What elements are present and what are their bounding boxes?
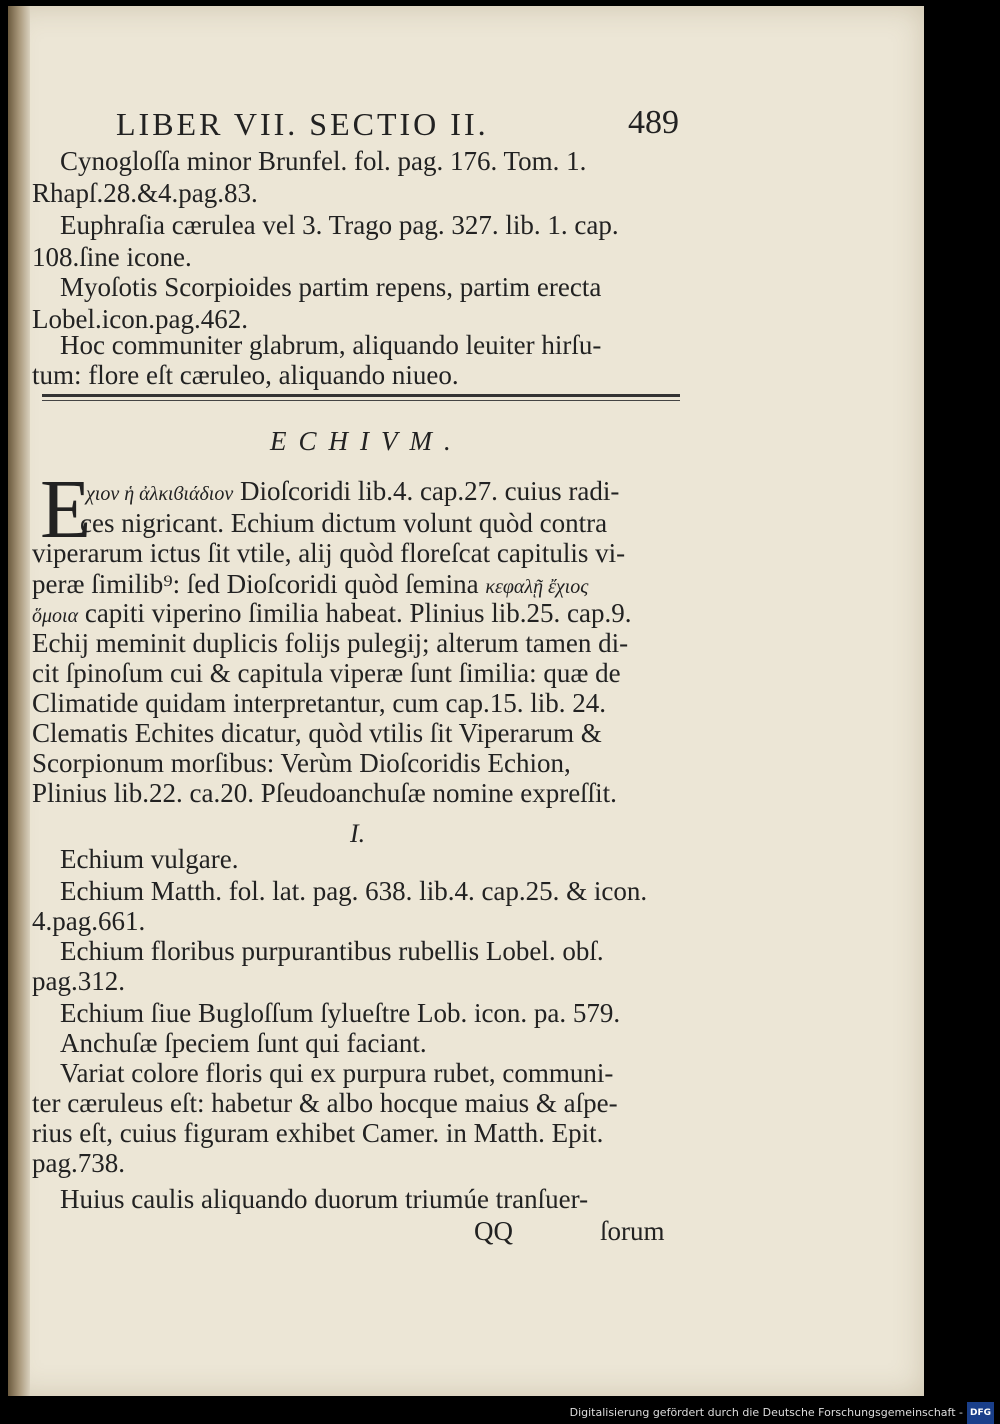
text-line [32,598,632,631]
text-line: Hoc communiter glabrum, aliquando leuiter hirſu- [60,330,602,360]
section-rule [42,394,680,397]
signature-mark: QQ [474,1216,513,1246]
text-line: 4.pag.661. [32,906,146,936]
section-rule-thin [42,400,680,401]
text-line: Huius caulis aliquando duorum triumúe tranſuer- [60,1184,589,1214]
text-fragment: capiti viperino ſimilia habeat. Plinius lib.25. cap.9. [84,598,632,628]
text-line: Echij meminit duplicis folijs pulegij; alterum tamen di- [32,628,629,658]
text-line: Climatide quidam interpretantur, cum cap.15. lib. 24. [32,688,607,718]
text-line: Anchuſæ ſpeciem ſunt qui faciant. [60,1028,427,1058]
text-line: pag.312. [32,966,125,996]
catchword: ſorum [600,1216,665,1246]
drop-cap: E [40,463,92,556]
text-line: Cynogloſſa minor Brunfel. fol. pag. 176. Tom. 1. [60,146,587,176]
page-gutter [8,6,30,1396]
book-page [8,6,924,1396]
greek-text: κεφαλῇ ἔχιος [485,576,589,598]
text-line: Myoſotis Scorpioides partim repens, partim erecta [60,272,602,302]
text-fragment: peræ ſimilib⁹: ſed Dioſcoridi quòd ſemina [32,569,479,599]
text-line: Echium ſiue Bugloſſum ſylueſtre Lob. icon. pa. 579. [60,998,621,1028]
text-fragment: Dioſcoridi lib.4. cap.27. cuius radi- [239,476,620,506]
text-line: pag.738. [32,1148,125,1178]
dfg-logo-icon: DFG [967,1402,994,1424]
footer-text: Digitalisierung gefördert durch die Deutsche Forschungsgemeinschaft - [569,1406,963,1419]
item-numeral: I. [350,819,366,848]
text-line: ter cæruleus eſt: habetur & albo hocque maius & aſpe- [32,1088,618,1118]
text-line: Plinius lib.22. ca.20. Pſeudoanchuſæ nomine expreſſit. [32,778,617,808]
text-line: rius eſt, cuius figuram exhibet Camer. in Matth. Epit. [32,1118,604,1148]
section-title: ECHIVM. [270,426,463,456]
running-head: LIBER VII. SECTIO II. [116,106,489,142]
text-line [86,476,619,509]
text-line: 108.ſine icone. [32,242,192,272]
text-line: Clematis Echites dicatur, quòd vtilis ſit Viperarum & [32,718,602,748]
text-line: Variat colore floris qui ex purpura rubet, communi- [60,1058,614,1088]
page-number: 489 [628,104,679,141]
text-line: Lobel.icon.pag.462. [32,304,248,334]
text-line: Rhapſ.28.&4.pag.83. [32,178,258,208]
text-line: Scorpionum morſibus: Verùm Dioſcoridis Echion, [32,748,571,778]
text-line: viperarum ictus ſit vtile, alij quòd floreſcat capitulis vi- [32,538,626,568]
text-line: ces nigricant. Echium dictum volunt quòd contra [80,508,608,538]
text-line: tum: flore eſt cæruleo, aliquando niueo. [32,360,459,390]
text-line: Euphraſia cærulea vel 3. Trago pag. 327. lib. 1. cap. [60,210,619,240]
text-line: Echium Matth. fol. lat. pag. 638. lib.4. cap.25. & icon. [60,876,648,906]
greek-text: ὅμοια [32,605,79,627]
text-line: Echium vulgare. [60,844,239,874]
text-line: cit ſpinoſum cui & capitula viperæ ſunt ſimilia: quæ de [32,658,621,688]
greek-text: χιον ἡ ἀλκιϐιάδιον [86,483,234,505]
footer-credit [564,1403,1000,1423]
text-line: Echium floribus purpurantibus rubellis Lobel. obſ. [60,936,604,966]
